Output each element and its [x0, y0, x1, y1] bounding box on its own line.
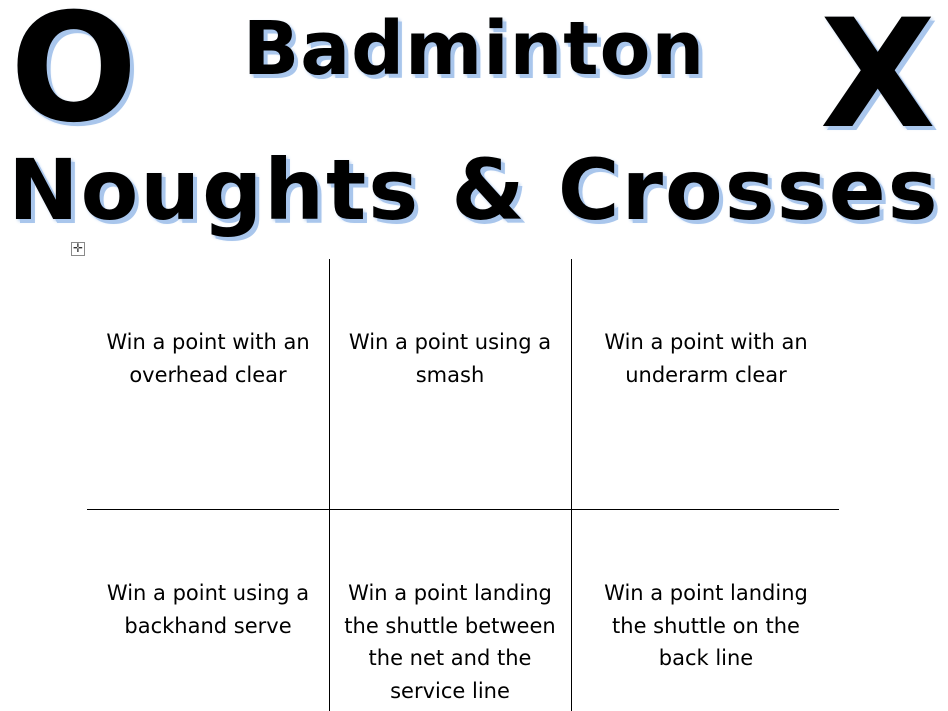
- grid-cell: Win a point landing the shuttle between the net and the service line: [344, 581, 556, 703]
- table-move-handle-icon[interactable]: ✛: [72, 241, 84, 255]
- grid-cell: Win a point with an overhead clear: [106, 330, 310, 387]
- grid-cell: Win a point with an underarm clear: [604, 330, 808, 387]
- grid-cell: Win a point landing the shuttle on the back line: [604, 581, 808, 670]
- grid-line-horizontal-1: [87, 509, 839, 510]
- cross-symbol: X: [820, 0, 936, 162]
- page-title-line-1: Badminton: [242, 6, 706, 92]
- grid-line-vertical-2: [571, 259, 572, 711]
- grid-cell: Win a point using a smash: [348, 330, 552, 387]
- nought-symbol: O: [10, 0, 138, 156]
- grid-cell: Win a point using a backhand serve: [106, 581, 310, 638]
- page-title-line-2: Noughts & Crosses: [8, 141, 940, 239]
